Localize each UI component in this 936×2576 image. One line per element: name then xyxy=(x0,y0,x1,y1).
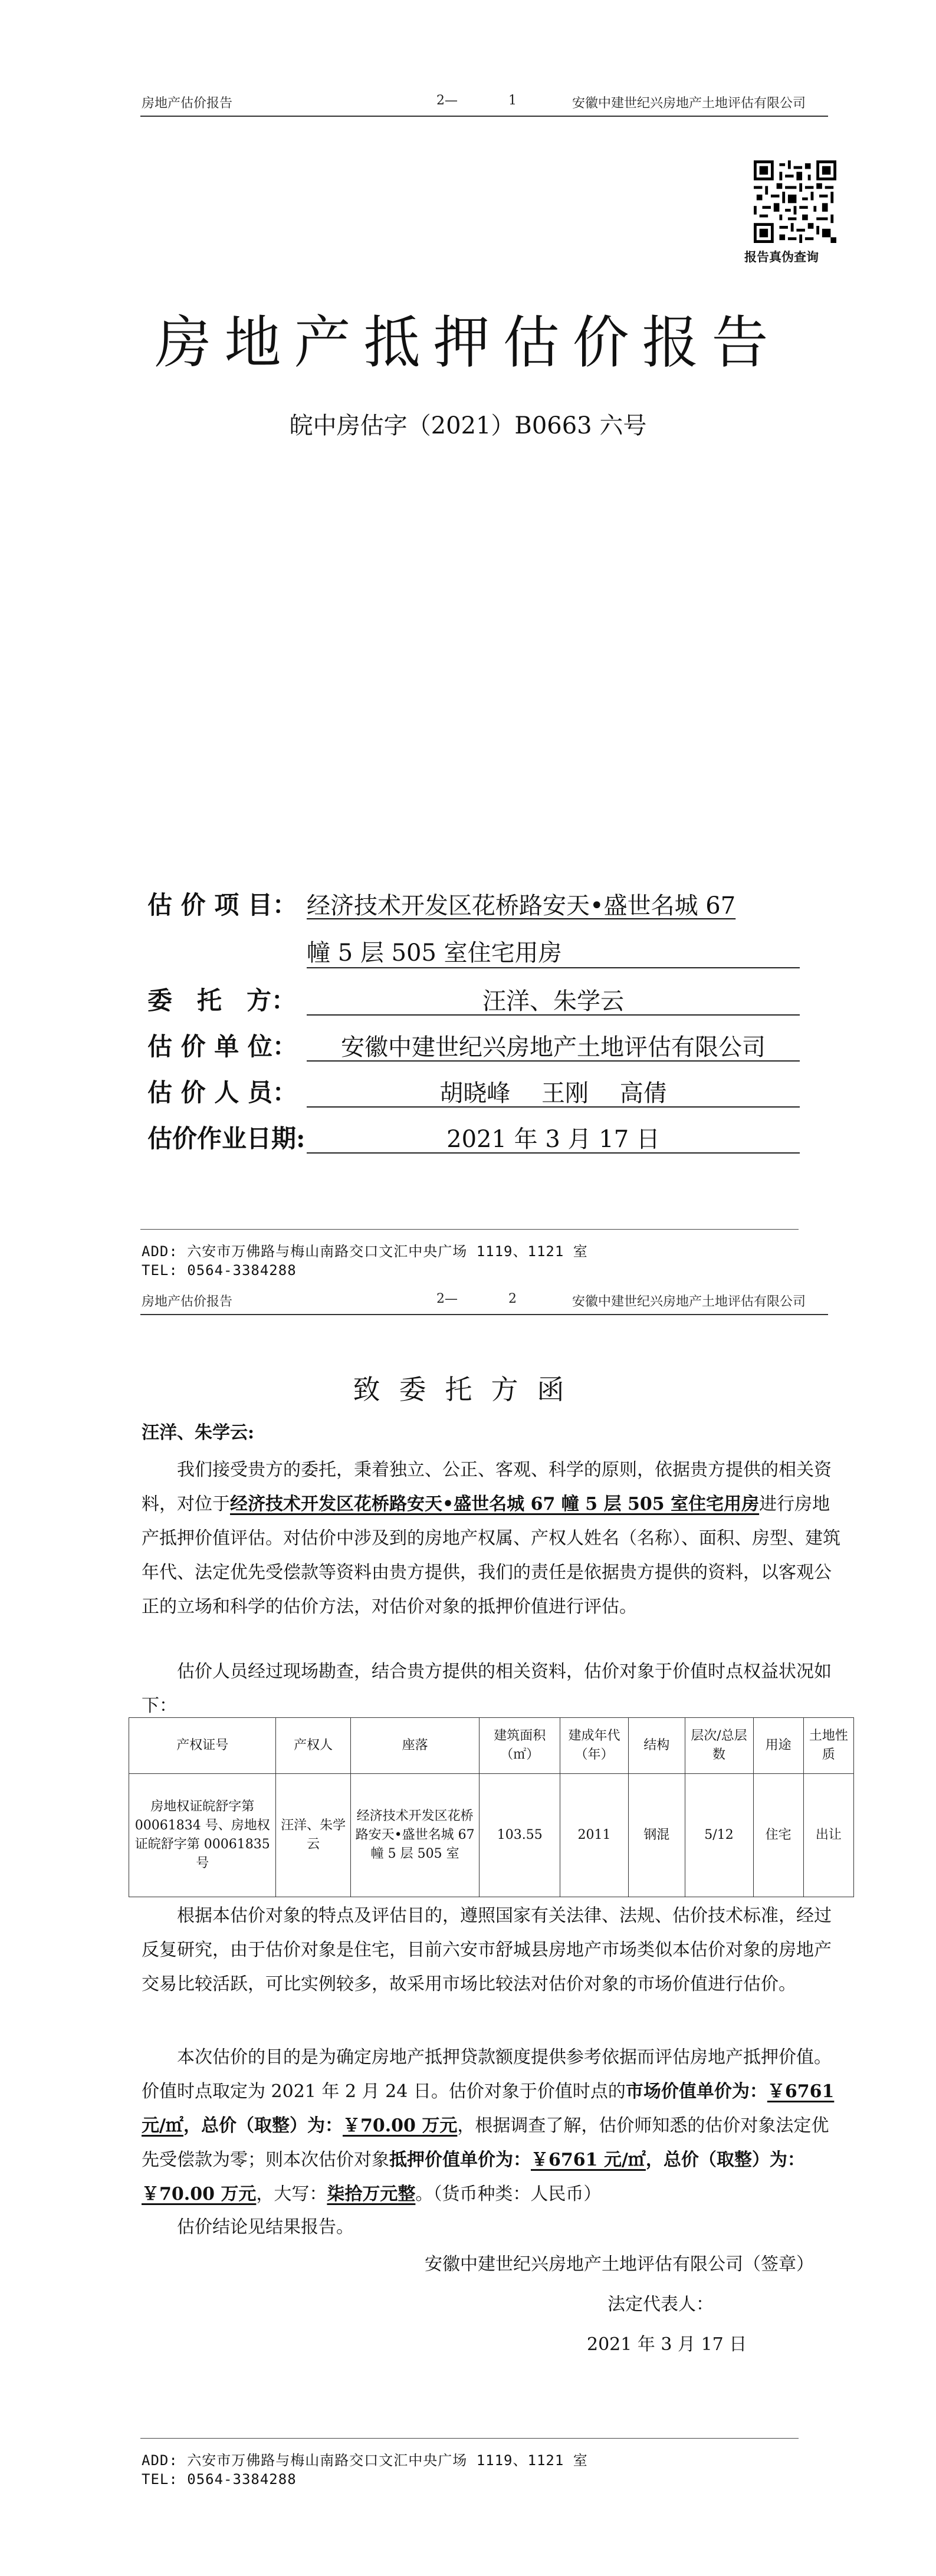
column-header: 座落 xyxy=(350,1718,480,1774)
p1-intro: 我们接受贵方的委托，秉着独立、公正、客观、科学的原则，依据贵方提供的相关资料，对位于 xyxy=(142,1460,832,1514)
footer-rule xyxy=(140,2438,799,2439)
paragraph-5 xyxy=(142,2210,843,2245)
property-info-table xyxy=(129,1717,854,1897)
p4-priority-text: ，根据调查了解，估价师知悉的估价对象法定优先受偿款为零 xyxy=(142,2115,829,2170)
paragraph-4 xyxy=(142,2041,843,2212)
signature-date: 2021 年 3 月 17 日 xyxy=(587,2334,747,2355)
report-title: 房地产抵押估价报告 xyxy=(155,310,781,376)
footer-telephone: TEL: 0564-3384288 xyxy=(142,1262,297,1279)
column-header: 产权人 xyxy=(276,1718,350,1774)
document-number: 皖中房估字（2021）B0663 六号 xyxy=(289,412,647,439)
letter-title: 致委托方函 xyxy=(353,1374,583,1405)
table-cell: 103.55 xyxy=(480,1774,560,1897)
footer-address: ADD: 六安市万佛路与梅山南路交口文汇中央广场 1119、1121 室 xyxy=(142,1243,588,1260)
footer-address: ADD: 六安市万佛路与梅山南路交口文汇中央广场 1119、1121 室 xyxy=(142,2452,588,2469)
column-header: 建筑面积（㎡） xyxy=(480,1718,560,1774)
unit-label: 估 价 单 位： xyxy=(147,1032,297,1061)
appraiser-value: 胡晓峰 王刚 高倩 xyxy=(439,1080,667,1107)
table-cell: 5/12 xyxy=(685,1774,753,1897)
header-page-number: 1 xyxy=(508,93,517,108)
unit-value: 安徽中建世纪兴房地产土地评估有限公司 xyxy=(341,1034,766,1061)
header-right-text: 安徽中建世纪兴房地产土地评估有限公司 xyxy=(572,1294,806,1309)
header-page-number: 2 xyxy=(508,1292,517,1306)
table-cell: 出让 xyxy=(803,1774,853,1897)
p4-mortgage-total-label: ，总价（取整）为： xyxy=(645,2150,805,2170)
project-underline xyxy=(307,967,800,968)
client-underline xyxy=(307,1014,800,1016)
header-left-text: 房地产估价报告 xyxy=(142,96,233,111)
client-label: 委 托 方： xyxy=(147,986,297,1015)
project-value-line1: 经济技术开发区花桥路安天•盛世名城 67 xyxy=(307,892,736,919)
p4-mortgage-total-price: ￥70.00 万元 xyxy=(142,2184,257,2204)
p4-market-unit-label: 市场价值单价为： xyxy=(625,2081,767,2102)
project-label: 估 价 项 目： xyxy=(147,891,297,919)
footer-telephone: TEL: 0564-3384288 xyxy=(142,2471,297,2488)
column-header: 土地性质 xyxy=(803,1718,853,1774)
project-value-line2: 幢 5 层 505 室住宅用房 xyxy=(307,939,562,967)
table-cell: 房地权证皖舒字第 00061834 号、房地权证皖舒字第 00061835 号 xyxy=(129,1774,276,1897)
appraiser-label: 估 价 人 员： xyxy=(147,1078,297,1107)
paragraph-1 xyxy=(142,1453,843,1624)
qr-code-icon[interactable] xyxy=(754,160,836,243)
qr-caption: 报告真伪查询 xyxy=(744,249,819,264)
p1-rest: 进行房地产抵押价值评估。对估价中涉及到的房地产权属、产权人姓名（名称）、面积、房型、建筑年代、法定优先受偿款等资料由贵方提供，我们的责任是依据贵方提供的资料，以客观公正的立场和科学的估价方法，对估价对象的抵押价值进行评估。 xyxy=(142,1494,840,1617)
client-value: 汪洋、朱学云 xyxy=(482,988,624,1015)
signature-representative: 法定代表人： xyxy=(607,2294,714,2315)
header-page-prefix: 2— xyxy=(436,93,458,108)
header-page-prefix: 2— xyxy=(436,1292,458,1306)
table-cell: 经济技术开发区花桥路安天•盛世名城 67 幢 5 层 505 室 xyxy=(350,1774,480,1897)
salutation: 汪洋、朱学云: xyxy=(142,1422,255,1443)
p4-capital-amount: 柒拾万元整 xyxy=(327,2184,416,2204)
p4-capital-label: ，大写： xyxy=(256,2184,327,2204)
table-cell: 2011 xyxy=(560,1774,629,1897)
paragraph-2 xyxy=(142,1655,843,1723)
p4-market-total-price: ￥70.00 万元 xyxy=(342,2115,458,2136)
p5-text: 估价结论见结果报告。 xyxy=(177,2217,354,2237)
p4-market-total-label: ，总价（取整）为： xyxy=(183,2115,343,2136)
footer-rule xyxy=(140,1229,799,1230)
signature-company: 安徽中建世纪兴房地产土地评估有限公司（签章） xyxy=(425,2254,814,2275)
p4-currency-note: 。（货币种类：人民币） xyxy=(415,2184,602,2204)
p4-mortgage-unit-label: 抵押价值单价为： xyxy=(389,2150,531,2170)
p4-then-text: ；则本次估价对象 xyxy=(248,2150,389,2170)
p2-text: 估价人员经过现场勘查，结合贵方提供的相关资料，估价对象于价值时点权益状况如下： xyxy=(142,1661,832,1716)
column-header: 建成年代（年） xyxy=(560,1718,629,1774)
p1-property-address: 经济技术开发区花桥路安天•盛世名城 67 幢 5 层 505 室住宅用房 xyxy=(230,1494,760,1514)
paragraph-3 xyxy=(142,1899,843,2002)
column-header: 结构 xyxy=(629,1718,685,1774)
date-value: 2021 年 3 月 17 日 xyxy=(446,1126,660,1153)
table-header-row xyxy=(129,1718,854,1774)
table-cell: 汪洋、朱学云 xyxy=(276,1774,350,1897)
unit-underline xyxy=(307,1060,800,1062)
table-cell: 钢混 xyxy=(629,1774,685,1897)
header-left-text: 房地产估价报告 xyxy=(142,1294,233,1309)
p4-market-unit-price: ￥6761 元/㎡ xyxy=(142,2081,835,2136)
column-header: 用途 xyxy=(753,1718,803,1774)
appraiser-underline xyxy=(307,1106,800,1108)
column-header: 产权证号 xyxy=(129,1718,276,1774)
p4-intro: 本次估价的目的是为确定房地产抵押贷款额度提供参考依据而评估房地产抵押价值。价值时点取定为 2021 年 2 月 24 日。估价对象于价值时点的 xyxy=(142,2047,832,2102)
header-right-text: 安徽中建世纪兴房地产土地评估有限公司 xyxy=(572,96,806,111)
date-underline xyxy=(307,1152,800,1154)
header-rule xyxy=(140,116,828,117)
header-rule xyxy=(140,1314,828,1315)
table-cell: 住宅 xyxy=(753,1774,803,1897)
date-label: 估价作业日期: xyxy=(147,1124,306,1153)
column-header: 层次/总层数 xyxy=(685,1718,753,1774)
p4-mortgage-unit-price: ￥6761 元/㎡ xyxy=(531,2150,646,2170)
table-row xyxy=(129,1774,854,1897)
p3-text: 根据本估价对象的特点及评估目的，遵照国家有关法律、法规、估价技术标准，经过反复研究，由于估价对象是住宅，目前六安市舒城县房地产市场类似本估价对象的房地产交易比较活跃，可比实例较多，故采用市场比较法对估价对象的市场价值进行估价。 xyxy=(142,1905,832,1995)
